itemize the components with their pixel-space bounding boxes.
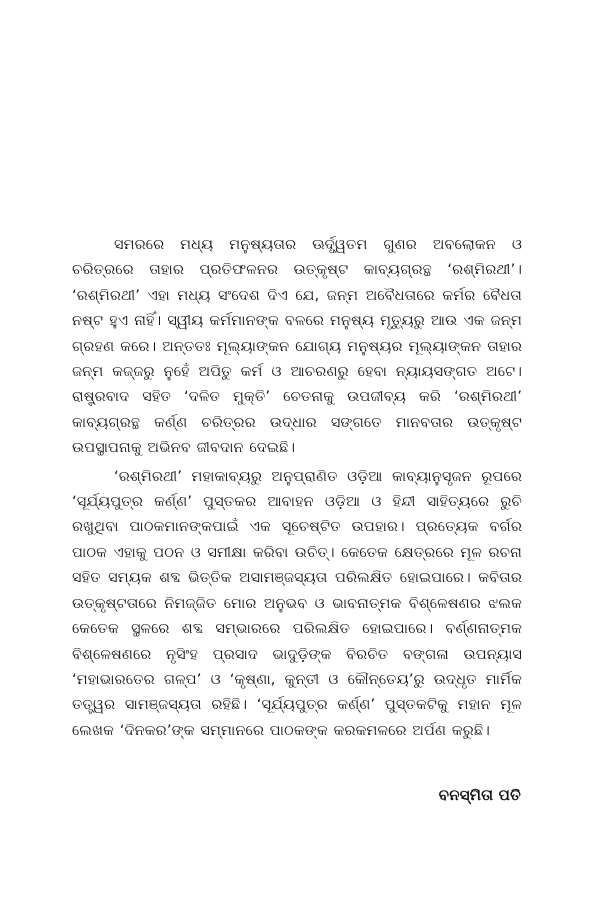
body-text — [72, 232, 522, 743]
paragraph-2: ‘ରଶ୍ମିରଥୀ’ ମହାକାବ୍ୟରୁ ଅନୁପ୍ରାଣିତ ଓଡ଼ିଆ କାବ୍ୟାନୁସୃଜନ ରୂପରେ ‘ସୂର୍ଯ୍ୟପୁତ୍ର କର୍ଣ୍ଣ’ ପୁସ୍ତକର ଆବାହନ ଓଡ଼ିଆ ଓ ହିନ୍ଦୀ ସାହିତ୍ୟରେ ରୁଚି ରଖୁଥିବା ପାଠକମାନଙ୍କପାଇଁ ଏକ ସୂଚେଷ୍ଟିତ ଉପହାର। ପ୍ରତ୍ୟେକ ବର୍ଗର ପାଠକ ଏହାକୁ ପଠନ ଓ ସମୀକ୍ଷା କରିବା ଉଚିତ୍। କେତେକ କ୍ଷେତ୍ରରେ ମୂଳ ରଚନା ସହିତ ସମ୍ୟକ ଶବ୍ଦ ଭିତ୍ତିକ ଅସାମଞ୍ଜସ୍ୟତା ପରିଲକ୍ଷିତ ହୋଇପାରେ। କବିତାର ଉତ୍କୃଷ୍ଟତାରେ ନିମଜ୍ଜିତ ମୋର ଅନୁଭବ ଓ ଭାବନାତ୍ମକ ବିଶ୍ଳେଷଣର ଝଲକ କେତେକ ସ୍ଥଳରେ ଶବ୍ଦ ସମ୍ଭାରରେ ପରିଲକ୍ଷିତ ହୋଇପାରେ। ବର୍ଣ୍ଣନାତ୍ମକ ବିଶ୍ଳେଷଣରେ ନୃସିଂହ ପ୍ରସାଦ ଭାଦୁଡ଼ିଙ୍କ ବିରଚିତ ବଙ୍ଗଳା ଉପନ୍ୟାସ ‘ମହାଭାରତେର ଗଳ୍ପ’ ଓ ‘କୃଷ୍ଣା, କୁନ୍ତୀ ଓ କୌନ୍ତେୟ’ରୁ ଉଦ୍ଧୃତ ମାର୍ମିକ ତତ୍ତ୍ୱର ସାମଞ୍ଜସ୍ୟତା ରହିଛି। ‘ସୂର୍ଯ୍ୟପୁତ୍ର କର୍ଣ୍ଣ’ ପୁସ୍ତକଟିକୁ ମହାନ ମୂଳ ଲେଖକ ‘ଦିନକର’ଙ୍କ ସମ୍ମାନରେ ପାଠକଙ୍କ କରକମଳରେ ଅର୍ପଣ କରୁଛି। — [72, 467, 522, 739]
author-signature: ବନସ୍ମିତା ପତି — [438, 786, 521, 804]
paragraph-1: ସମରରେ ମଧ୍ୟ ମନୁଷ୍ୟତାର ଊର୍ଦ୍ଧ୍ୱତମ ଗୁଣର ଅବଲୋକନ ଓ ଚରିତ୍ରରେ ତାହାର ପ୍ରତିଫଳନର ଉତ୍କୃଷ୍ଟ କାବ୍ୟଗ୍ରନ୍ଥ ‘ରଶ୍ମିରଥୀ’। ‘ରଶ୍ମିରଥୀ’ ଏହା ମଧ୍ୟ ସଂଦେଶ ଦିଏ ଯେ, ଜନ୍ମ ଅବୈଧତାରେ କର୍ମର ବୈଧତା ନଷ୍ଟ ହୁଏ ନାହିଁ। ସ୍ୱୀୟ କର୍ମମାନଙ୍କ ବଳରେ ମନୁଷ୍ୟ ମୃତ୍ୟୁରୁ ଆଉ ଏକ ଜନ୍ମ ଗ୍ରହଣ କରେ। ଅନ୍ତତଃ ମୂଲ୍ୟାଙ୍କନ ଯୋଗ୍ୟ ମନୁଷ୍ୟର ମୂଲ୍ୟାଙ୍କନ ତାହାର ଜନ୍ମ କଜ୍ଜରୁ ନୁହେଁ ଅପିତୁ କର୍ମ ଓ ଆଚରଣରୁ ହେବା ନ୍ୟାୟସଙ୍ଗତ ଅଟେ। ରାଷ୍ଟ୍ରବାଦ ସହିତ ‘ଦଳିତ ମୁକ୍ତି’ ଚେତନାକୁ ଉପଜୀବ୍ୟ କରି ‘ରଶ୍ମିରଥୀ’ କାବ୍ୟଗ୍ରନ୍ଥ କର୍ଣ୍ଣ ଚରିତ୍ରର ଉଦ୍ଧାର ସଙ୍ଗତେ ମାନବତାର ଉତ୍କୃଷ୍ଟ ଉପସ୍ଥାପନାକୁ ଅଭିନବ ଜୀବଦାନ ଦେଇଛି। — [72, 236, 522, 457]
